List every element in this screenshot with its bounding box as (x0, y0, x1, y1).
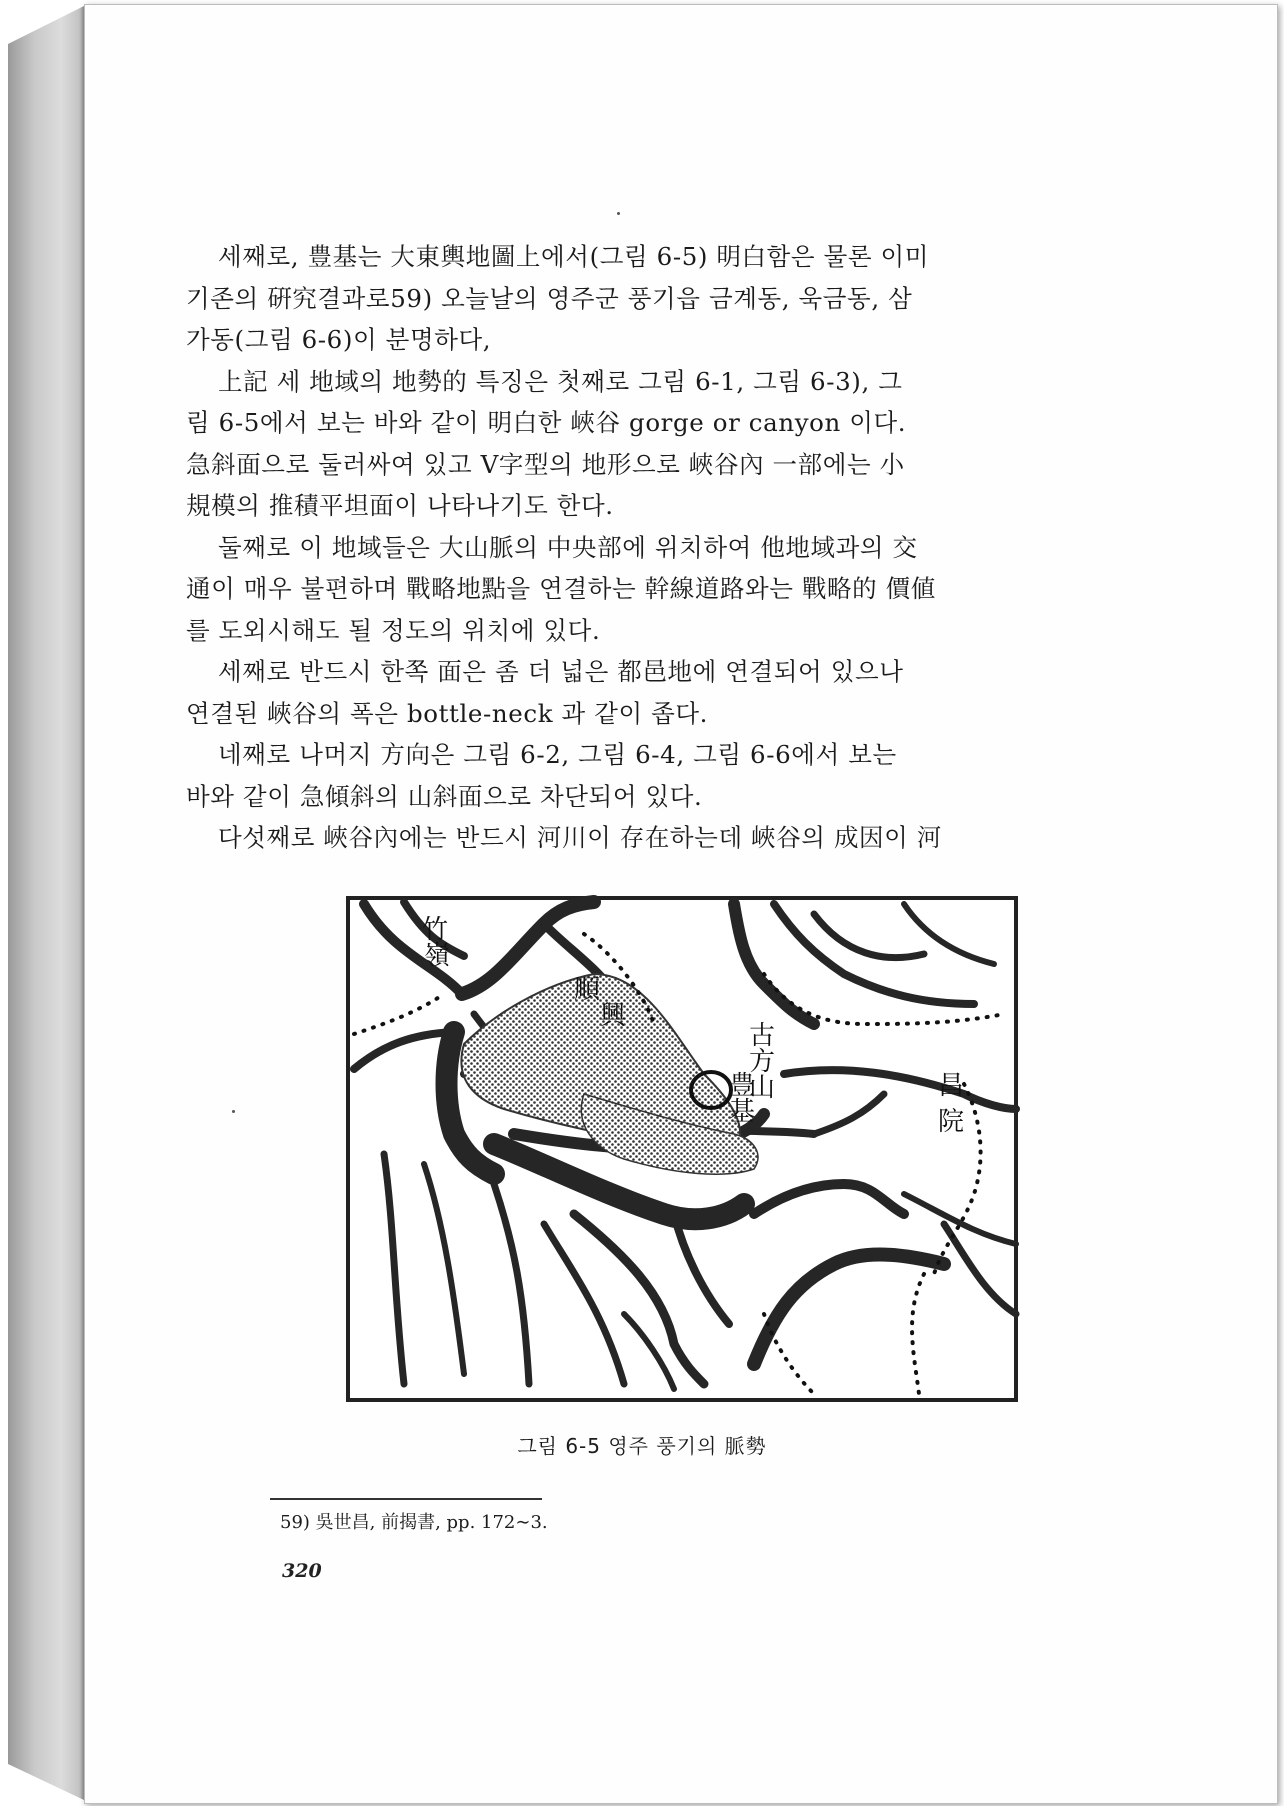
text-line: 通이 매우 불편하며 戰略地點을 연결하는 幹線道路와는 戰略的 價値 (186, 574, 936, 603)
book-spine (8, 6, 84, 1800)
page-number: 320 (282, 1560, 322, 1582)
text-line: 急斜面으로 둘러싸여 있고 V字型의 地形으로 峽谷內 一部에는 小 (186, 449, 905, 479)
paragraph-3 (186, 527, 1086, 652)
text-line: 가동(그림 6-6)이 분명하다, (186, 325, 492, 354)
label-heung: 興 (600, 1001, 627, 1031)
ink-speck (232, 1110, 235, 1113)
text-line: 다섯째로 峽谷內에는 반드시 河川이 存在하는데 峽谷의 成因이 河 (218, 823, 942, 852)
text-line: 세째로 반드시 한쪽 面은 좀 더 넓은 都邑地에 연결되어 있으나 (218, 657, 904, 686)
footnote: 59) 吳世昌, 前揭書, pp. 172∼3. (280, 1512, 548, 1533)
label-ryeong: 嶺 (424, 941, 451, 971)
label-won: 院 (938, 1107, 965, 1137)
label-juk: 竹 (422, 915, 449, 945)
text-line: 연결된 峽谷의 폭은 bottle-neck 과 같이 좁다. (186, 698, 709, 728)
label-chang: 昌 (938, 1071, 965, 1101)
footnote-divider (270, 1498, 542, 1500)
text-line: 기존의 硏究결과로59) 오늘날의 영주군 풍기읍 금계동, 욱금동, 삼 (186, 283, 913, 313)
paragraph-1 (186, 236, 1086, 361)
figure-map (344, 894, 1020, 1404)
text-line: 바와 같이 急傾斜의 山斜面으로 차단되어 있다. (186, 781, 703, 811)
label-gi: 基 (729, 1097, 756, 1127)
text-line: 둘째로 이 地域들은 大山脈의 中央部에 위치하여 他地域과의 交 (218, 532, 918, 562)
figure-caption: 그림 6-5 영주 풍기의 脈勢 (517, 1434, 767, 1458)
paragraph-6 (186, 817, 1086, 859)
body-text (186, 236, 1086, 859)
label-pung: 豊 (729, 1071, 756, 1101)
text-line: 上記 세 地域의 地勢的 특징은 첫째로 그림 6-1, 그림 6-3), 그 (218, 366, 903, 396)
text-line: 세째로, 豊基는 大東輿地圖上에서(그림 6-5) 明白함은 물론 이미 (218, 242, 930, 271)
text-line: 림 6-5에서 보는 바와 같이 明白한 峽谷 gorge or canyon 이다. (186, 408, 907, 437)
text-line: 네째로 나머지 方向은 그림 6-2, 그림 6-4, 그림 6-6에서 보는 (218, 740, 897, 769)
paragraph-4 (186, 651, 1086, 734)
ink-speck (617, 212, 620, 215)
label-san: 山 (749, 1073, 776, 1103)
paragraph-5 (186, 734, 1086, 817)
text-line: 規模의 推積平坦面이 나타나기도 한다. (186, 491, 614, 520)
label-sun: 順 (574, 975, 601, 1005)
text-line: 를 도외시해도 될 정도의 위치에 있다. (186, 615, 601, 645)
paragraph-2 (186, 361, 1086, 527)
label-bang: 方 (749, 1047, 776, 1077)
label-go: 古 (749, 1021, 776, 1051)
